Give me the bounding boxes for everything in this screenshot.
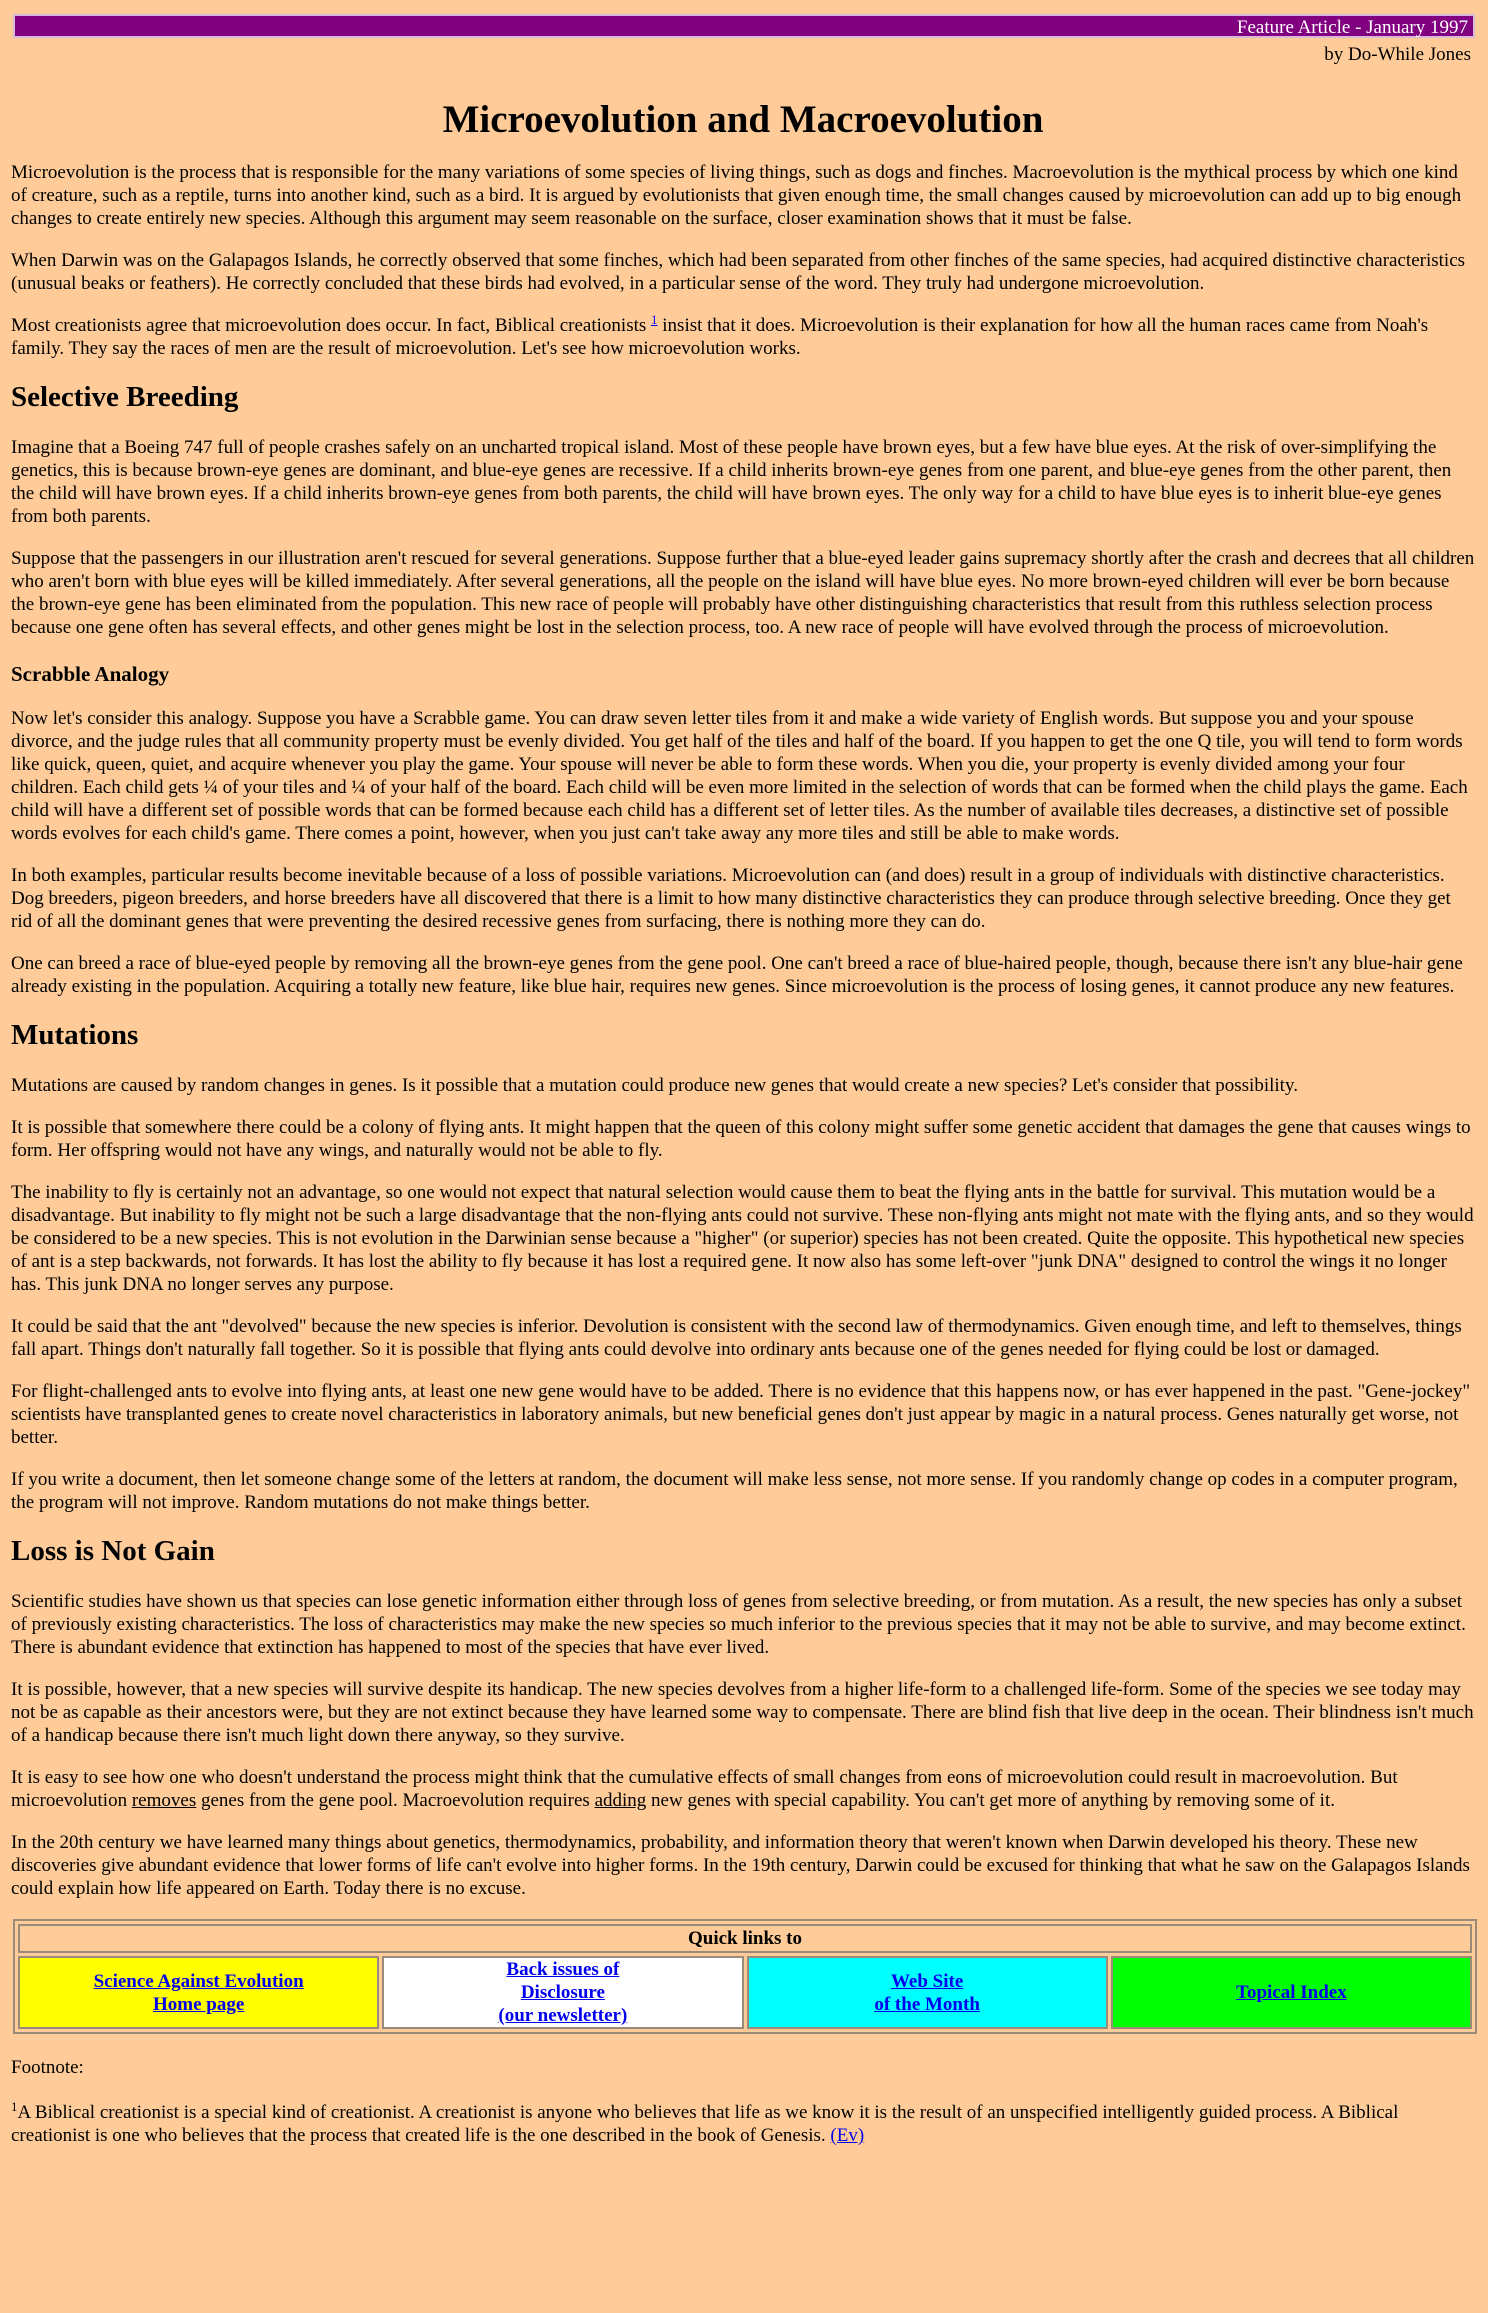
intro-paragraph-1: Microevolution is the process that is responsible for the many variations of some species of living things, such as dogs and finches. Macroevolution is the mythical process by which one kind of creature, such as a reptile, turns into another kind, such as a bird. It is argued by evolutionists that given enough time, the small changes caused by microevolution can add up to big enough changes to create entirely new species. Although this argument may seem reasonable on the surface, closer examination shows that it must be false. — [11, 162, 1462, 229]
home-link-line1: Science Against Evolution — [93, 1970, 304, 1992]
mutations-paragraph-4: It could be said that the ant "devolved" because the new species is inferior. Devolution is consistent with the second law of thermodynamics. Given enough time, and left to themselves, things fall apart. Things don't naturally fall together. So it is possible that flying ants could devolve into ordinary ants because one of the genes needed for flying could be lost or damaged. — [11, 1316, 1462, 1360]
back-issues-link[interactable] — [498, 1959, 627, 2026]
heading-scrabble-analogy: Scrabble Analogy — [11, 662, 170, 686]
selective-breeding-paragraph-1: Imagine that a Boeing 747 full of people crashes safely on an uncharted tropical island. Most of these people have brown eyes, but a few have blue eyes. At the risk of over-simplifying the genetics, this is because brown-eye genes are dominant, and blue-eye genes are recessive. If a child inherits brown-eye genes from one parent, and blue-eye genes from the other parent, then the child will have brown eyes. If a child inherits brown-eye genes from both parents, the child will have brown eyes. The only way for a child to have blue eyes is to inherit blue-eye genes from both parents. — [11, 437, 1452, 527]
mutations-paragraph-6: If you write a document, then let someone change some of the letters at random, the document will make less sense, not more sense. If you randomly change op codes in a computer program, the program will not improve. Random mutations do not make things better. — [11, 1469, 1458, 1513]
page-title: Microevolution and Macroevolution — [442, 98, 1044, 141]
mutations-paragraph-5: For flight-challenged ants to evolve into flying ants, at least one new gene would have to be added. There is no evidence that this happens now, or has ever happened in the past. "Gene-jockey" scientists have transplanted genes to create novel characteristics in laboratory animals, but new beneficial genes don't just appear by magic in a natural process. Genes naturally get worse, not better. — [11, 1381, 1471, 1448]
article-banner: Feature Article - January 1997 — [13, 14, 1475, 38]
selective-breeding-paragraph-2: Suppose that the passengers in our illustration aren't rescued for several generations. Suppose further that a blue-eyed leader gains supremacy shortly after the crash and decrees that all children who aren't born with blue eyes will be killed immediately. After several generations, all the people on the island will have blue eyes. No more brown-eyed children will ever be born because the brown-eye gene has been eliminated from the population. This new race of people will probably have other distinguishing characteristics that result from this ruthless selection process because one gene often has several effects, and other genes might be lost in the selection process, too. A new race of people will have evolved through the process of microevolution. — [11, 548, 1475, 638]
quick-links-heading: Quick links to — [18, 1924, 1472, 1953]
intro-3-after: insist that it does. Microevolution is their explanation for how all the human races came from Noah's family. They say the races of men are the result of microevolution. Let's see how microevolution works. — [11, 315, 1429, 359]
heading-selective-breeding: Selective Breeding — [11, 381, 239, 413]
intro-paragraph-3 — [11, 314, 1475, 360]
quick-link-cell-topical-index — [1111, 1956, 1472, 2029]
footnote-number: 1 — [11, 2099, 18, 2114]
back-issues-line3: (our newsletter) — [498, 2005, 628, 2026]
loss-paragraph-3 — [11, 1766, 1475, 1812]
home-page-link[interactable] — [94, 1971, 304, 2015]
footnote-label: Footnote: — [11, 2057, 84, 2078]
loss-paragraph-1: Scientific studies have shown us that species can lose genetic information either through loss of genes from selective breeding, or from mutation. As a result, the new species has only a subset of previously existing characteristics. The loss of characteristics may make the new species so much inferior to the previous species that it may not be able to survive, and may become extinct. There is abundant evidence that extinction has happened to most of the species that have ever lived. — [11, 1591, 1466, 1658]
scrabble-paragraph-2: In both examples, particular results become inevitable because of a loss of possible variations. Microevolution can (and does) result in a group of individuals with distinctive characteristics. Dog breeders, pigeon breeders, and horse breeders have all discovered that there is a limit to how many distinctive characteristics they can produce through selective breeding. Once they get rid of all the dominant genes that were preventing the desired recessive genes from surfacing, there is nothing more they can do. — [11, 865, 1451, 932]
mutations-paragraph-2: It is possible that somewhere there could be a colony of flying ants. It might happen that the queen of this colony might suffer some genetic accident that damages the gene that causes wings to form. Her offspring would not have any wings, and naturally would not be able to fly. — [11, 1117, 1471, 1161]
scrabble-paragraph-3: One can breed a race of blue-eyed people by removing all the brown-eye genes from the gene pool. One can't breed a race of blue-haired people, though, because there isn't any blue-hair gene already existing in the population. Acquiring a totally new feature, like blue hair, requires new genes. Since microevolution is the process of losing genes, it cannot produce any new features. — [11, 953, 1463, 997]
heading-mutations: Mutations — [11, 1019, 139, 1051]
intro-3-before: Most creationists agree that microevolution does occur. In fact, Biblical creationists — [11, 315, 652, 336]
quick-links-table — [13, 1919, 1477, 2034]
back-issues-line1: Back issues of — [506, 1959, 620, 1980]
home-link-line2: Home page — [152, 1993, 245, 2015]
mutations-paragraph-1: Mutations are caused by random changes in genes. Is it possible that a mutation could produce new genes that would create a new species? Let's consider that possibility. — [11, 1075, 1298, 1096]
loss-3-c: new genes with special capability. You can't get more of anything by removing some of it. — [646, 1790, 1335, 1811]
loss-3-a: It is easy to see how one who doesn't understand the process might think that the cumulative effects of small changes from eons of microevolution could result in macroevolution. But microevolution — [11, 1767, 1398, 1811]
heading-loss-is-not-gain: Loss is Not Gain — [11, 1535, 215, 1567]
intro-paragraph-2: When Darwin was on the Galapagos Islands, he correctly observed that some finches, which had been separated from other finches of the same species, had acquired distinctive characteristics (unusual beaks or feathers). He correctly concluded that these birds had evolved, in a particular sense of the word. They truly had undergone microevolution. — [11, 250, 1466, 294]
footnote-ref-link[interactable]: 1 — [651, 312, 658, 327]
web-site-of-month-link[interactable] — [874, 1971, 980, 2015]
adding-underlined: adding — [594, 1790, 647, 1811]
removes-underlined: removes — [131, 1790, 197, 1811]
loss-3-b: genes from the gene pool. Macroevolution requires — [196, 1790, 595, 1811]
footnote-text — [11, 2101, 1475, 2147]
back-issues-line2: Disclosure — [520, 1982, 605, 2003]
ev-link[interactable]: (Ev) — [830, 2125, 865, 2146]
loss-paragraph-2: It is possible, however, that a new species will survive despite its handicap. The new species devolves from a higher life-form to a challenged life-form. Some of the species we see today may not be as capable as their ancestors were, but they are not extinct because they have learned some way to compensate. There are blind fish that live deep in the ocean. Their blindness isn't much of a handicap because there isn't much light down there anyway, so they survive. — [11, 1679, 1474, 1746]
scrabble-paragraph-1: Now let's consider this analogy. Suppose you have a Scrabble game. You can draw seven letter tiles from it and make a wide variety of English words. But suppose you and your spouse divorce, and the judge rules that all community property must be evenly divided. You get half of the tiles and half of the board. If you happen to get the one Q tile, you will tend to form words like quick, queen, quiet, and acquire whenever you play the game. Your spouse will never be able to form these words. When you die, your property is evenly divided among your four children. Each child gets ¼ of your tiles and ¼ of your half of the board. Each child will be even more limited in the selection of words that can be formed when the child plays the game. Each child will have a different set of possible words that can be formed because each child has a different set of letter tiles. As the number of available tiles decreases, a distinctive set of possible words evolves for each child's game. There comes a point, however, when you just can't take away any more tiles and still be able to make words. — [11, 708, 1468, 844]
topical-index-link[interactable]: Topical Index — [1236, 1982, 1347, 2003]
quick-link-cell-back-issues — [382, 1956, 743, 2029]
quick-link-cell-home — [18, 1956, 379, 2029]
web-site-line1: Web Site — [890, 1970, 964, 1992]
footnote-body: A Biblical creationist is a special kind of creationist. A creationist is anyone who believes that life as we know it is the result of an unspecified intelligently guided process. A Biblical creationist is one who believes that the process that created life is the one described in the book of Genesis. — [11, 2102, 1399, 2146]
loss-paragraph-4: In the 20th century we have learned many things about genetics, thermodynamics, probability, and information theory that weren't known when Darwin developed his theory. These new discoveries give abundant evidence that lower forms of life can't evolve into higher forms. In the 19th century, Darwin could be excused for thinking that what he saw on the Galapagos Islands could explain how life appeared on Earth. Today there is no excuse. — [11, 1832, 1470, 1899]
author-byline: by Do-While Jones — [1324, 44, 1471, 65]
web-site-line2: of the Month — [874, 1993, 980, 2015]
quick-link-cell-web-site — [747, 1956, 1108, 2029]
mutations-paragraph-3: The inability to fly is certainly not an advantage, so one would not expect that natural selection would cause them to beat the flying ants in the battle for survival. This mutation would be a disadvantage. But inability to fly might not be such a large disadvantage that the non-flying ants could not survive. These non-flying ants might not mate with the flying ants, and so they would be considered to be a new species. This is not evolution in the Darwinian sense because a "higher" (or superior) species has not been created. Quite the opposite. This hypothetical new species of ant is a step backwards, not forwards. It has lost the ability to fly because it has lost a required gene. It now also has some left-over "junk DNA" designed to control the wings it no longer has. This junk DNA no longer serves any purpose. — [11, 1182, 1474, 1295]
